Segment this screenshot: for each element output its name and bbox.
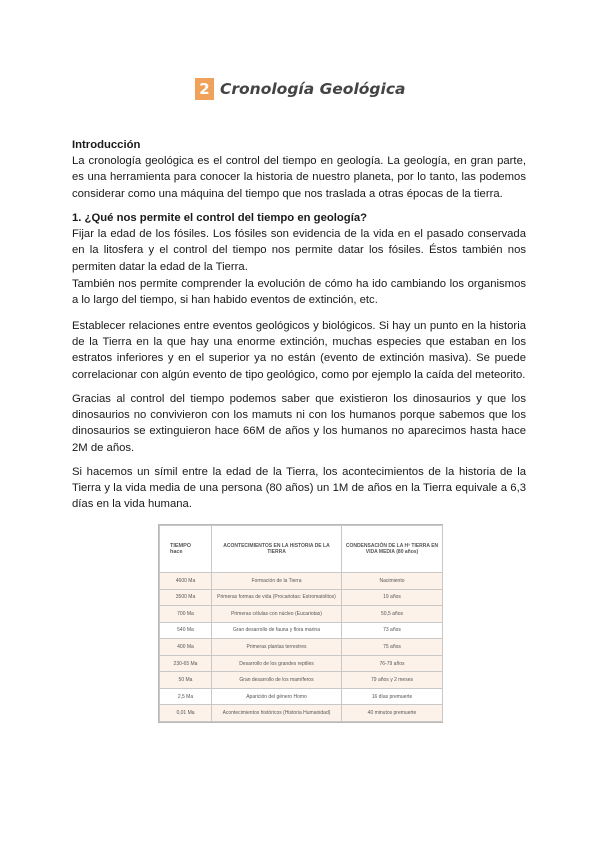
section-1-paragraph-1: Fijar la edad de los fósiles. Los fósiles son evidencia de la vida en el pasado conservada en la litosfera y el control del tiempo nos permite datar los fósiles. Éstos también nos permiten datar la edad de la Tierra. (72, 228, 526, 273)
section-1-paragraph-3-block (72, 318, 526, 383)
table-row (160, 655, 443, 672)
geologic-timeline-table (158, 524, 443, 723)
row-condensation: 76-79 años (342, 655, 443, 672)
intro-section (72, 137, 526, 202)
row-event: Gran desarrollo de fauna y flora marina (212, 622, 342, 639)
row-event: Primeras células con núcleo (Eucariotas) (212, 606, 342, 623)
table-row (160, 622, 443, 639)
header-events: ACONTECIMIENTOS EN LA HISTORIA DE LA TIERRA (212, 526, 342, 573)
table-header-row (160, 526, 443, 573)
header-condensation: CONDENSACIÓN DE LA Hª TIERRA EN VIDA MEDIA (80 años) (342, 526, 443, 573)
table-row (160, 589, 443, 606)
section-1-paragraph-5: Si hacemos un símil entre la edad de la Tierra, los acontecimientos de la historia de la Tierra y la vida media de una persona (80 años) un 1M de años en la Tierra equivale a 6,3 días en la vida humana. (72, 466, 526, 511)
row-condensation: 75 años (342, 639, 443, 656)
table-row (160, 688, 443, 705)
row-event: Primeras formas de vida (Procariotas: Estromatolitos) (212, 589, 342, 606)
section-1-paragraph-2: También nos permite comprender la evolución de cómo ha ido cambiando los organismos a lo largo del tiempo, si han habido eventos de extinción, etc. (72, 278, 526, 307)
row-condensation: 19 años (342, 589, 443, 606)
row-event: Formación de la Tierra (212, 573, 342, 590)
row-time: 4600 Ma (160, 573, 212, 590)
row-time: 0,01 Ma (160, 705, 212, 722)
row-condensation: Nacimiento (342, 573, 443, 590)
chapter-header (195, 77, 405, 101)
row-time: 540 Ma (160, 622, 212, 639)
row-condensation: 16 días premuerte (342, 688, 443, 705)
section-1-paragraph-4-block (72, 391, 526, 456)
table-row (160, 672, 443, 689)
row-time: 2,5 Ma (160, 688, 212, 705)
row-event: Acontecimientos históricos (Historia Humanidad) (212, 705, 342, 722)
intro-paragraph: La cronología geológica es el control del tiempo en geología. La geología, en gran parte, es una herramienta para conocer la historia de nuestro planeta, por lo tanto, las podemos considerar como una máquina del tiempo que nos traslada a otras épocas de la tierra. (72, 155, 526, 200)
row-event: Gran desarrollo de los mamíferos (212, 672, 342, 689)
section-1-paragraph-5-block (72, 464, 526, 513)
row-event: Aparición del género Homo (212, 688, 342, 705)
section-1-heading: 1. ¿Qué nos permite el control del tiempo en geología? (72, 212, 368, 224)
row-condensation: 73 años (342, 622, 443, 639)
row-condensation: 50,5 años (342, 606, 443, 623)
chapter-title: Cronología Geológica (220, 80, 406, 98)
row-time: 400 Ma (160, 639, 212, 656)
intro-heading: Introducción (72, 139, 141, 151)
header-time-sub: hace (170, 549, 183, 555)
section-1 (72, 210, 526, 275)
table-row (160, 573, 443, 590)
section-1-paragraph-2-block (72, 276, 526, 308)
row-event: Primeras plantas terrestres (212, 639, 342, 656)
row-condensation: 40 minutos premuerte (342, 705, 443, 722)
section-1-paragraph-4: Gracias al control del tiempo podemos saber que existieron los dinosaurios y que los dinosaurios no convivieron con los mamuts ni con los humanos porque sabemos que los dinosaurios se extinguieron hace 66M de años y los humanos no aparecimos hasta hace 2M de años. (72, 393, 526, 454)
row-time: 50 Ma (160, 672, 212, 689)
table-row (160, 606, 443, 623)
chapter-number-badge: 2 (195, 78, 214, 100)
row-time: 230-65 Ma (160, 655, 212, 672)
table-row (160, 705, 443, 722)
table-row (160, 639, 443, 656)
row-time: 3500 Ma (160, 589, 212, 606)
row-time: 700 Ma (160, 606, 212, 623)
row-event: Desarrollo de los grandes reptiles (212, 655, 342, 672)
header-time (160, 526, 212, 573)
section-1-paragraph-3: Establecer relaciones entre eventos geológicos y biológicos. Si hay un punto en la historia de la Tierra en la que hay una enorme extinción, muchas especies que estaban en los estratos inferiores y en el superior ya no están (evento de extinción masiva). Se puede correlacionar con algún evento de tipo geológico, como por ejemplo la caída del meteorito. (72, 320, 526, 381)
row-condensation: 79 años y 2 meses (342, 672, 443, 689)
header-time-label: TIEMPO (170, 543, 192, 549)
